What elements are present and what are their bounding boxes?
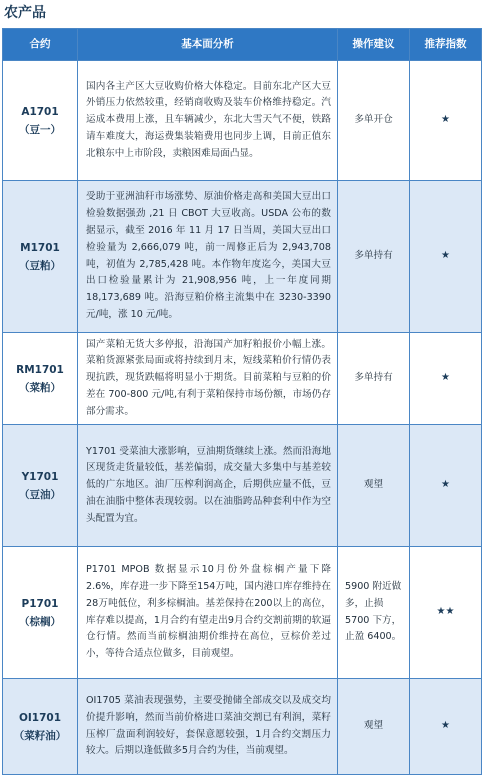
advice-cell bbox=[338, 547, 410, 679]
table-row bbox=[3, 61, 482, 181]
rating-cell: ★★ bbox=[410, 547, 482, 679]
rating-cell: ★ bbox=[410, 333, 482, 425]
table-row bbox=[3, 333, 482, 425]
contract-cell bbox=[3, 547, 78, 679]
analysis-cell: P1701 MPOB 数据显示10月份外盘棕榈产量下降 2.6%，库存进一步下降至154万吨，国内港口库存维持在28万吨低位，利多棕榈油。基差保持在200以上的高位，库存难以提高，1月合约有望走出9月合约交割前期的软逼仓行情。然而当前棕榈油期价维持在高位，豆棕价差过小，等待合适点位做多，目前观望。 bbox=[78, 547, 338, 679]
contract-cell bbox=[3, 425, 78, 547]
header-analysis: 基本面分析 bbox=[78, 29, 338, 61]
contract-code: Y1701 bbox=[21, 470, 59, 483]
table-header-row bbox=[3, 29, 482, 61]
contract-cell bbox=[3, 61, 78, 181]
contract-cell bbox=[3, 679, 78, 775]
agri-table bbox=[2, 28, 482, 775]
header-advice: 操作建议 bbox=[338, 29, 410, 61]
rating-cell: ★ bbox=[410, 679, 482, 775]
header-rating: 推荐指数 bbox=[410, 29, 482, 61]
contract-name: （菜粕） bbox=[19, 381, 61, 394]
contract-code: OI1701 bbox=[18, 711, 62, 724]
contract-code: M1701 bbox=[20, 241, 60, 254]
analysis-cell: OI1705 菜油表现强势，主要受抛储全部成交以及成交均价提升影响，然而当前价格进口菜油交割已有利润，菜籽压榨厂盘面利润较好，套保意愿较强，1月合约交割压力较大。后期以逢低做多5月合约为佳，当前观望。 bbox=[78, 679, 338, 775]
contract-name: （菜籽油） bbox=[13, 729, 67, 742]
table-row bbox=[3, 679, 482, 775]
contract-code: A1701 bbox=[21, 105, 59, 118]
advice-cell: 多单开仓 bbox=[338, 61, 410, 181]
rating-cell: ★ bbox=[410, 425, 482, 547]
table-row bbox=[3, 547, 482, 679]
advice-cell: 观望 bbox=[338, 425, 410, 547]
advice-cell: 多单持有 bbox=[338, 333, 410, 425]
analysis-cell: 国产菜粕无货大多停报，沿海国产加籽粕报价小幅上涨。菜粕货源紧张局面或将持续到月末，短线菜粕价行情仍表现抗跌，现货跌幅将明显小于期货。目前菜粕与豆粕的价差在 700-800 元/吨,有利于菜粕保持市场份额，市场仍存部分需求。 bbox=[78, 333, 338, 425]
contract-code: RM1701 bbox=[16, 363, 64, 376]
analysis-cell: 国内各主产区大豆收购价格大体稳定。目前东北产区大豆外销压力依然较重，经销商收购及装车价格维持稳定。汽运成本费用上涨，且车辆减少，东北大雪天气不便，铁路请车难度大，海运费集装箱费用也同步上调，目前正值东北粮东中上市阶段，卖粮困难局面凸显。 bbox=[78, 61, 338, 181]
contract-name: （豆一） bbox=[19, 123, 61, 136]
contract-cell bbox=[3, 333, 78, 425]
contract-name: （豆油） bbox=[19, 488, 61, 501]
analysis-cell: Y1701 受菜油大涨影响，豆油期货继续上涨。然而沿海地区现货走货量较低，基差偏弱，成交量大多集中与基差较低的广东地区。油厂压榨利润高企，后期供应量不低，豆油在油脂中整体表现较弱。以在油脂跨品种套利中作为空头配置为宜。 bbox=[78, 425, 338, 547]
contract-name: （豆粕） bbox=[19, 259, 61, 272]
rating-cell: ★ bbox=[410, 181, 482, 333]
section-title: 农产品 bbox=[4, 5, 46, 21]
table-row bbox=[3, 425, 482, 547]
contract-cell bbox=[3, 181, 78, 333]
header-contract: 合约 bbox=[3, 29, 78, 61]
table-row bbox=[3, 181, 482, 333]
advice-text: 5900 附近做多，止损 5700 下方，止盈 6400。 bbox=[345, 580, 402, 643]
advice-cell: 观望 bbox=[338, 679, 410, 775]
advice-cell: 多单持有 bbox=[338, 181, 410, 333]
rating-cell: ★ bbox=[410, 61, 482, 181]
contract-name: （棕榈） bbox=[19, 615, 61, 628]
analysis-cell: 受助于亚洲油秆市场涨势、原油价格走高和美国大豆出口检验数据强劲 ,21 日 CBOT 大豆收高。USDA 公布的数据显示，截至 2016 年 11 月 17 日当周，美国大豆出口检验量为 2,666,079 吨，前一周修正后为 2,943,708 吨，初值为 2,785,428 吨。本作物年度迄今，美国大豆出口检验量累计为 21,908,956 吨，上一年度同期 18,173,689 吨。沿海豆粕价格主流集中在 3230-3390 元/吨，涨 10 元/吨。 bbox=[78, 181, 338, 333]
contract-code: P1701 bbox=[21, 597, 59, 610]
